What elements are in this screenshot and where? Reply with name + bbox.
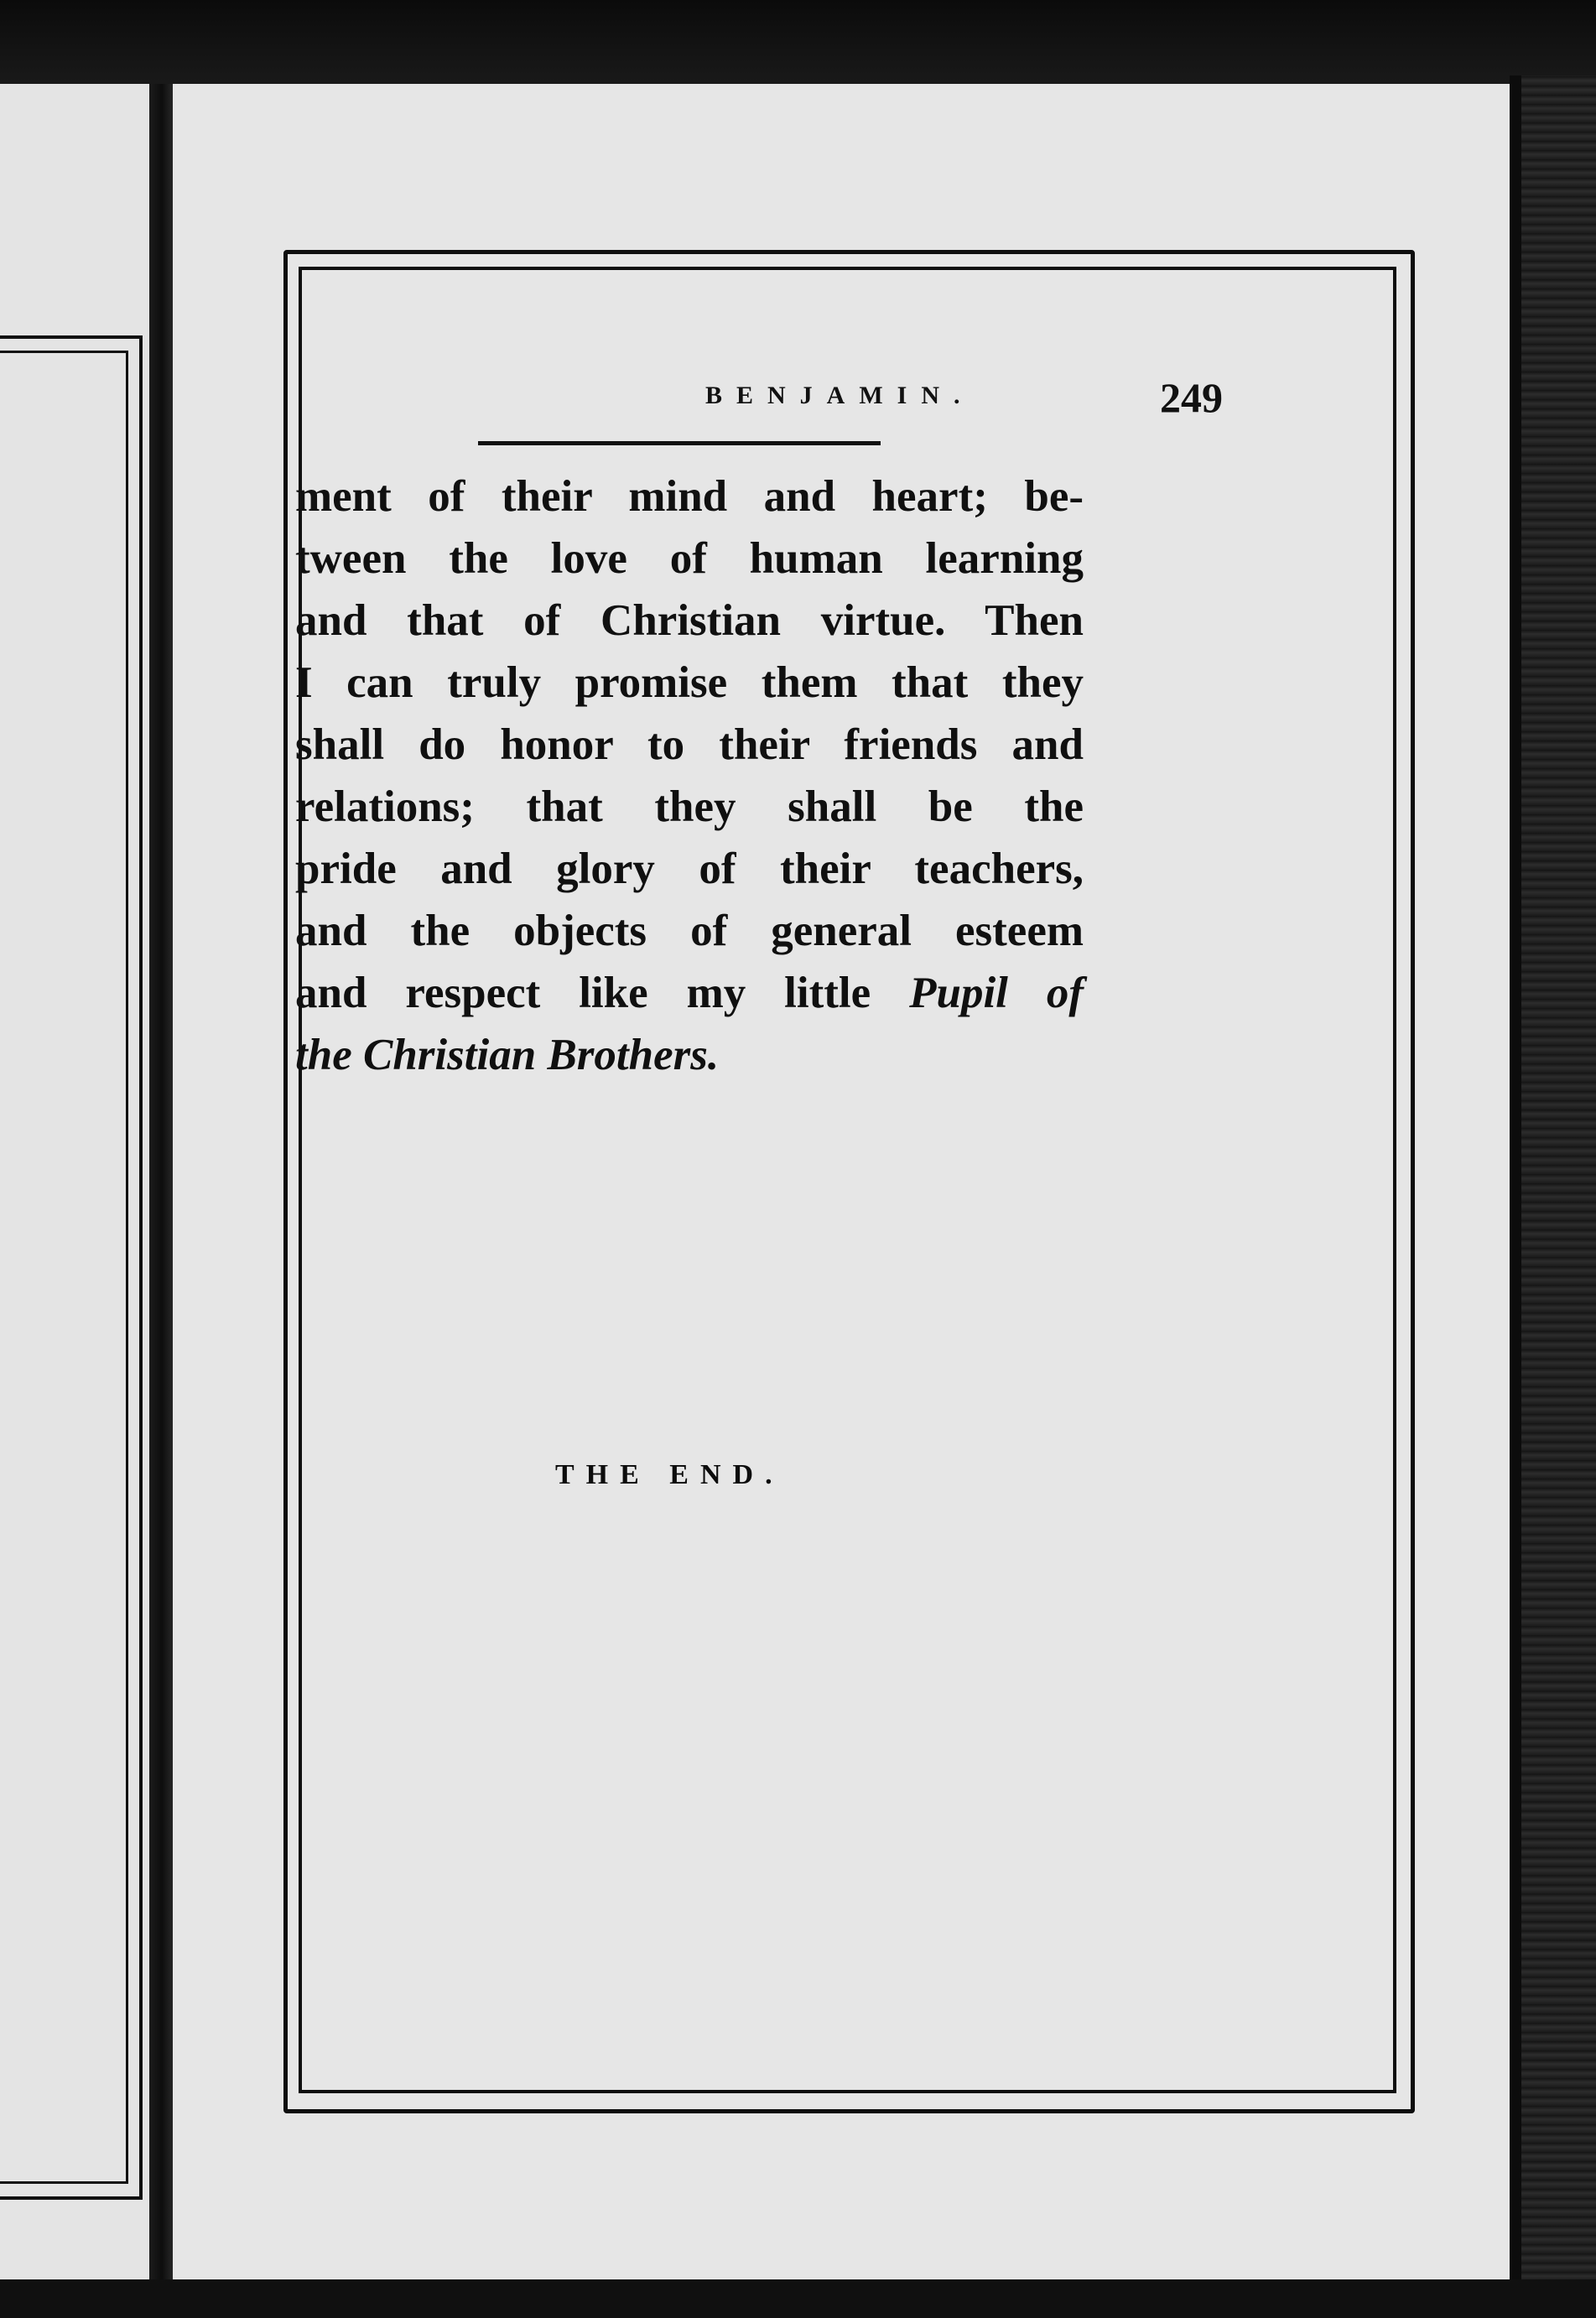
the-end-mark: THE END. bbox=[555, 1459, 784, 1490]
page-number: 249 bbox=[1160, 374, 1223, 421]
book-edge-right bbox=[1510, 75, 1596, 2318]
text-line: and the objects of general esteem bbox=[295, 907, 1084, 955]
scanner-bottom-band bbox=[0, 2279, 1596, 2318]
text-line: tween the love of human learning bbox=[295, 534, 1084, 583]
previous-page-edge bbox=[0, 84, 149, 2298]
text-line: shall do honor to their friends and bbox=[295, 720, 1084, 769]
italic-segment: Pupil of bbox=[909, 969, 1084, 1017]
previous-page-frame-inner bbox=[0, 351, 128, 2184]
text-line-italic bbox=[295, 1024, 1084, 1086]
scanner-top-band bbox=[0, 0, 1596, 88]
italic-segment: the Christian Brothers. bbox=[295, 1031, 720, 1079]
text-line: and that of Christian virtue. Then bbox=[295, 596, 1084, 645]
text-line: ment of their mind and heart; be- bbox=[295, 472, 1084, 521]
text-line: relations; that they shall be the bbox=[295, 782, 1084, 831]
running-head bbox=[522, 373, 1235, 424]
header-rule bbox=[478, 441, 881, 445]
book-gutter bbox=[149, 84, 174, 2298]
text-line: I can truly promise them that they bbox=[295, 658, 1084, 707]
running-title: BENJAMIN. bbox=[705, 382, 975, 409]
text-segment: and respect like my little bbox=[295, 969, 871, 1017]
text-line-mixed bbox=[295, 962, 1084, 1024]
body-paragraph bbox=[295, 465, 1084, 1086]
text-line: pride and glory of their teachers, bbox=[295, 845, 1084, 893]
